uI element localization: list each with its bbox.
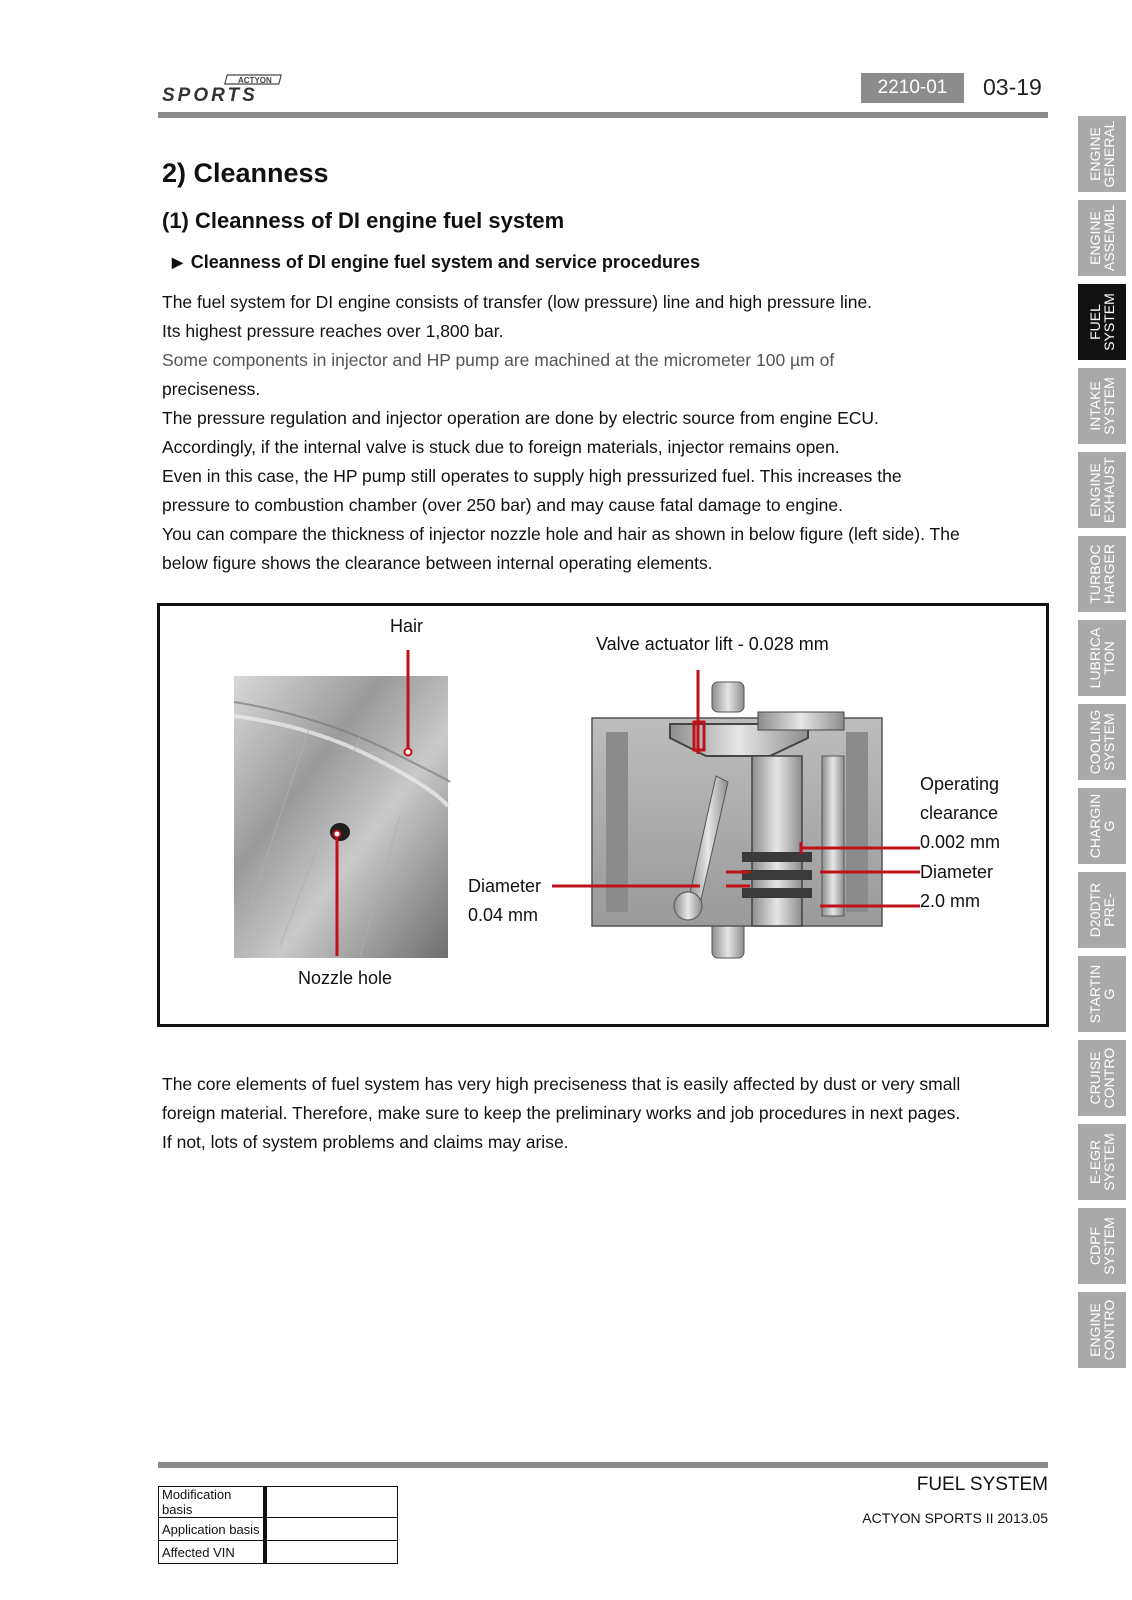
footer-divider xyxy=(158,1462,1048,1468)
body-line: The pressure regulation and injector operation are done by electric source from engine ECU. xyxy=(162,408,879,428)
body-line: pressure to combustion chamber (over 250 bar) and may cause fatal damage to engine. xyxy=(162,495,843,515)
operating-clearance-line: 0.002 mm xyxy=(920,832,1001,852)
tab-label: CHARGIN G xyxy=(1087,793,1117,859)
modification-table xyxy=(158,1486,398,1564)
affected-vin-value xyxy=(265,1541,398,1564)
nozzle-hole-label: Nozzle hole xyxy=(298,968,393,988)
tab-label: ENGINE EXHAUST xyxy=(1087,456,1117,524)
closing-line: If not, lots of system problems and claims may arise. xyxy=(162,1132,569,1152)
chapter-tab-turbocharger[interactable] xyxy=(1078,536,1126,612)
hair-label: Hair xyxy=(390,616,424,636)
tab-label: ENGINE CONTRO xyxy=(1087,1299,1117,1361)
tab-label: STARTIN G xyxy=(1087,964,1117,1024)
valve-lift-label: Valve actuator lift - 0.028 mm xyxy=(596,634,829,654)
body-line: Its highest pressure reaches over 1,800 bar. xyxy=(162,321,504,341)
chapter-tab-engine-control[interactable] xyxy=(1078,1292,1126,1368)
diameter-left-line: Diameter xyxy=(468,876,542,896)
logo-top-text: ACTYON xyxy=(238,76,272,85)
diameter-left-line: 0.04 mm xyxy=(468,905,539,925)
closing-line: The core elements of fuel system has very high preciseness that is easily affected by dust or very small xyxy=(162,1074,961,1094)
tab-label: FUEL SYSTEM xyxy=(1087,293,1117,351)
page-number: 03-19 xyxy=(983,74,1042,100)
tab-label: ENGINE ASSEMBL xyxy=(1087,204,1117,272)
actyon-sports-logo xyxy=(158,72,288,106)
tab-label: CRUISE CONTRO xyxy=(1087,1047,1117,1109)
chapter-tab-cdpf-system[interactable] xyxy=(1078,1208,1126,1284)
diameter-right-label xyxy=(920,858,993,916)
chapter-tab-cruise-control[interactable] xyxy=(1078,1040,1126,1116)
chapter-tab-engine-assembly[interactable] xyxy=(1078,200,1126,276)
body-text xyxy=(162,288,1042,578)
body-line: Accordingly, if the internal valve is stuck due to foreign materials, injector remains open. xyxy=(162,437,840,457)
table-row xyxy=(159,1487,398,1518)
table-row xyxy=(159,1518,398,1541)
body-line: You can compare the thickness of injector nozzle hole and hair as shown in below figure (left side). The xyxy=(162,524,960,544)
body-line: below figure shows the clearance between internal operating elements. xyxy=(162,553,713,573)
diameter-right-line: 2.0 mm xyxy=(920,891,981,911)
chapter-tab-engine-general[interactable] xyxy=(1078,116,1126,192)
modification-basis-value xyxy=(265,1487,398,1518)
diameter-right-line: Diameter xyxy=(920,862,994,882)
tab-label: E-EGR SYSTEM xyxy=(1087,1133,1117,1191)
diameter-left-label xyxy=(468,872,541,930)
chapter-tab-fuel-system[interactable] xyxy=(1078,284,1126,360)
valve-cross-section xyxy=(592,682,882,958)
body-line: Even in this case, the HP pump still operates to supply high pressurized fuel. This increases the xyxy=(162,466,902,486)
valve-lift-pointer xyxy=(694,670,704,754)
procedure-heading-text: Cleanness of DI engine fuel system and service procedures xyxy=(190,252,700,272)
tab-label: COOLING SYSTEM xyxy=(1087,709,1117,775)
table-row xyxy=(159,1541,398,1564)
operating-clearance-label xyxy=(920,770,1000,857)
tab-label: LUBRICA TION xyxy=(1087,627,1117,689)
modification-basis-label: Modification basis xyxy=(159,1487,266,1518)
tab-label: D20DTR PRE- xyxy=(1087,882,1117,938)
application-basis-value xyxy=(265,1518,398,1541)
application-basis-label: Application basis xyxy=(159,1518,266,1541)
logo-main-text: SPORTS xyxy=(162,85,258,106)
header-divider xyxy=(158,112,1048,118)
doc-code: 2210-01 xyxy=(861,73,964,103)
body-line: The fuel system for DI engine consists of transfer (low pressure) line and high pressure line. xyxy=(162,292,873,312)
operating-clearance-line: Operating xyxy=(920,774,1000,794)
tab-label: CDPF SYSTEM xyxy=(1087,1217,1117,1275)
closing-line: foreign material. Therefore, make sure to keep the preliminary works and job procedures in next pages. xyxy=(162,1103,961,1123)
chapter-tab-cooling-system[interactable] xyxy=(1078,704,1126,780)
chapter-tab-e-egr-system[interactable] xyxy=(1078,1124,1126,1200)
chapter-tab-intake-system[interactable] xyxy=(1078,368,1126,444)
triangle-bullet-icon: ▶ xyxy=(172,254,183,270)
fuel-system-figure xyxy=(157,603,1049,1027)
operating-clearance-line: clearance xyxy=(920,803,999,823)
procedure-heading xyxy=(172,252,700,273)
tab-label: ENGINE GENERAL xyxy=(1087,120,1117,188)
chapter-tab-engine-exhaust[interactable] xyxy=(1078,452,1126,528)
footer-section-name: FUEL SYSTEM xyxy=(916,1474,1048,1495)
tab-label: INTAKE SYSTEM xyxy=(1087,377,1117,435)
chapter-tab-d20dtr-pre[interactable] xyxy=(1078,872,1126,948)
footer-model: ACTYON SPORTS II 2013.05 xyxy=(862,1510,1048,1526)
microscope-photo xyxy=(234,676,450,958)
body-line: preciseness. xyxy=(162,379,261,399)
body-line: Some components in injector and HP pump are machined at the micrometer 100 µm of xyxy=(162,350,835,370)
tab-label: TURBOC HARGER xyxy=(1087,544,1117,604)
affected-vin-label: Affected VIN xyxy=(159,1541,266,1564)
chapter-tab-charging[interactable] xyxy=(1078,788,1126,864)
figure-illustration xyxy=(160,606,1046,1024)
section-title: 2) Cleanness xyxy=(162,158,329,188)
chapter-tab-starting[interactable] xyxy=(1078,956,1126,1032)
closing-text xyxy=(162,1070,1042,1157)
section-subtitle: (1) Cleanness of DI engine fuel system xyxy=(162,208,565,233)
chapter-tab-lubrication[interactable] xyxy=(1078,620,1126,696)
